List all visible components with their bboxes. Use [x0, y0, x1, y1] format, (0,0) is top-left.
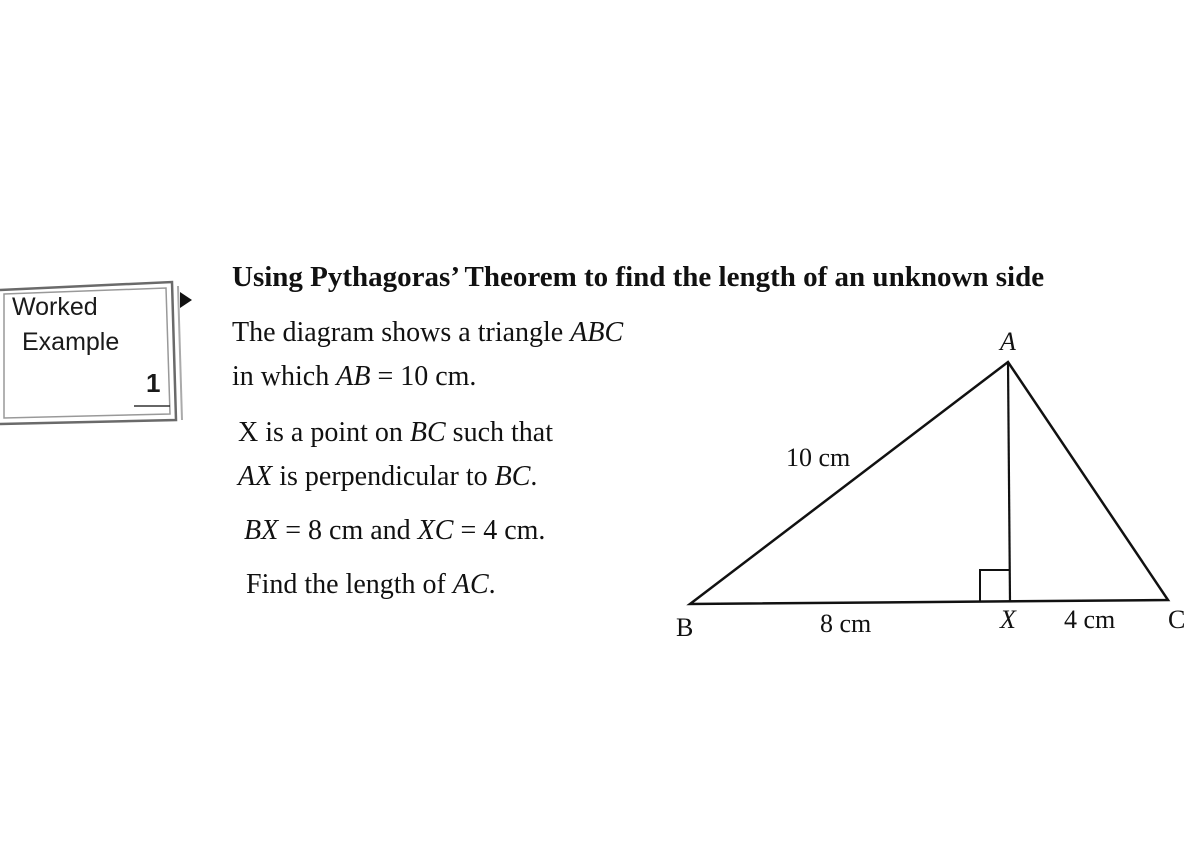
section-heading: Using Pythagoras’ Theorem to find the length of an unknown side	[232, 261, 1045, 293]
segment-name: BC	[409, 417, 446, 448]
segment-name: AC	[452, 569, 489, 600]
problem-line-2	[232, 362, 476, 393]
side-bx-length: 8 cm	[820, 609, 872, 638]
segment-name: AX	[238, 461, 273, 492]
triangle-abc	[690, 362, 1168, 604]
badge-title-line2: Example	[22, 328, 120, 356]
problem-text: in which	[232, 361, 337, 392]
problem-text: = 8 cm and	[278, 515, 418, 546]
problem-question	[246, 570, 496, 601]
point-x-label: X	[1000, 605, 1016, 634]
triangle-diagram	[660, 320, 1200, 650]
problem-text: .	[488, 569, 496, 600]
worked-example-badge	[0, 278, 200, 428]
problem-line-3	[238, 418, 553, 449]
segment-name: BC	[494, 461, 531, 492]
problem-text: is perpendicular to	[272, 461, 495, 492]
side-xc-length: 4 cm	[1064, 605, 1116, 634]
problem-text: Find the length of	[246, 569, 453, 600]
badge-number: 1	[146, 368, 161, 398]
altitude-ax	[1008, 362, 1010, 602]
problem-text: .	[530, 461, 538, 492]
badge-title-line1: Worked	[12, 293, 98, 321]
vertex-a-label: A	[1000, 327, 1016, 356]
problem-text: such that	[445, 417, 553, 448]
problem-line-1	[232, 318, 623, 349]
vertex-c-label: C	[1168, 605, 1186, 634]
problem-text: = 4 cm.	[453, 515, 546, 546]
segment-name: BX	[244, 515, 279, 546]
triangle-name: ABC	[570, 317, 624, 348]
side-ab-length: 10 cm	[786, 443, 851, 472]
vertex-b-label: B	[676, 613, 694, 642]
segment-name: AB	[336, 361, 371, 392]
problem-text: The diagram shows a triangle	[232, 317, 571, 348]
right-angle-marker	[980, 570, 1010, 602]
problem-text: X is a point on	[238, 417, 410, 448]
problem-line-5	[244, 516, 545, 547]
problem-text: = 10 cm.	[370, 361, 477, 392]
problem-line-4	[238, 462, 537, 493]
segment-name: XC	[417, 515, 454, 546]
